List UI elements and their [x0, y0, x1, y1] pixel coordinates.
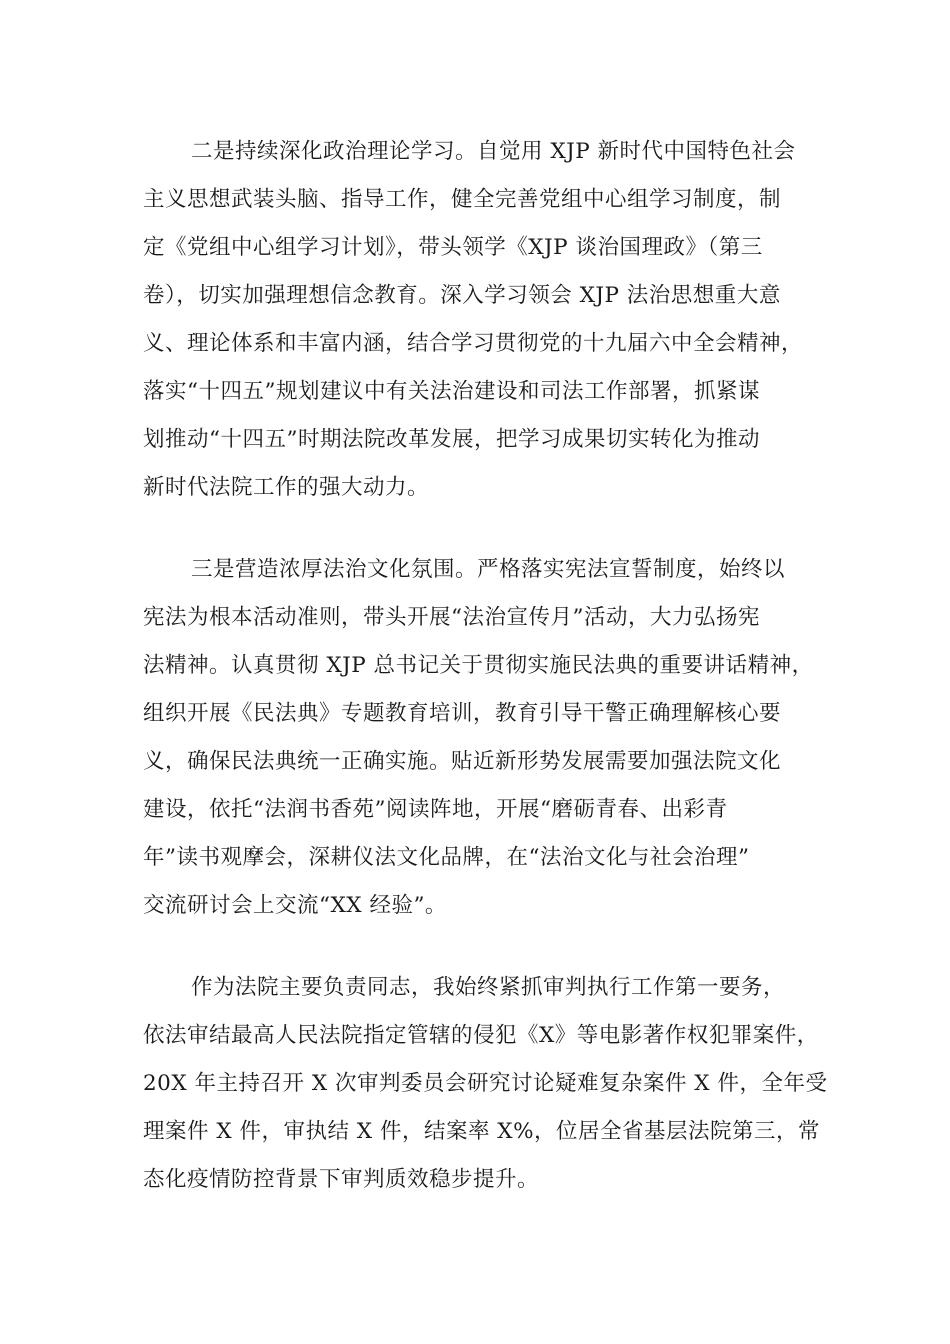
paragraph-line: 交流研讨会上交流“XX 经验”。 [143, 893, 447, 918]
paragraph-line: 新时代法院工作的强大动力。 [143, 475, 430, 500]
paragraph-line: 二是持续深化政治理论学习。自觉用 XJP 新时代中国特色社会 [191, 139, 796, 164]
paragraph-line: 依法审结最高人民法院指定管辖的侵犯《X》等电影著作权犯罪案件， [143, 1023, 819, 1048]
paragraph-line: 法精神。认真贯彻 XJP 总书记关于贯彻实施民法典的重要讲话精神， [143, 653, 814, 678]
paragraph-line: 理案件 X 件，审执结 X 件，结案率 X%，位居全省基层法院第三，常 [143, 1119, 821, 1144]
paragraph-line: 定《党组中心组学习计划》，带头领学《XJP 谈治国理政》（第三 [143, 235, 763, 260]
paragraph-line: 组织开展《民法典》专题教育培训，教育引导干警正确理解核心要 [143, 701, 782, 726]
paragraph-line: 义，确保民法典统一正确实施。贴近新形势发展需要加强法院文化 [143, 749, 782, 774]
paragraph-trial-work [143, 964, 828, 1204]
paragraph-line: 作为法院主要负责同志，我始终紧抓审判执行工作第一要务， [191, 975, 786, 1000]
paragraph-legal-culture [143, 546, 814, 930]
paragraph-line: 年”读书观摩会，深耕仪法文化品牌，在“法治文化与社会治理” [143, 845, 750, 870]
paragraph-line: 主义思想武装头脑、指导工作，健全完善党组中心组学习制度，制 [143, 187, 782, 212]
paragraph-gap [143, 930, 811, 964]
paragraph-line: 义、理论体系和丰富内涵，结合学习贯彻党的十九届六中全会精神， [143, 331, 804, 356]
paragraph-political-theory [143, 128, 811, 512]
paragraph-gap [143, 512, 811, 546]
paragraph-line: 落实“十四五”规划建议中有关法治建设和司法工作部署，抓紧谋 [143, 379, 760, 404]
paragraph-line: 三是营造浓厚法治文化氛围。严格落实宪法宣誓制度，始终以 [191, 557, 786, 582]
paragraph-line: 卷），切实加强理想信念教育。深入学习领会 XJP 法治思想重大意 [143, 283, 781, 308]
paragraph-line: 态化疫情防控背景下审判质效稳步提升。 [143, 1167, 540, 1192]
paragraph-line: 建设，依托“法润书香苑”阅读阵地，开展“磨砺青春、出彩青 [143, 797, 728, 822]
paragraph-line: 宪法为根本活动准则，带头开展“法治宣传月”活动，大力弘扬宪 [143, 605, 760, 630]
paragraph-line: 划推动“十四五”时期法院改革发展，把学习成果切实转化为推动 [143, 427, 760, 452]
document-body [143, 128, 828, 1204]
paragraph-line: 20X 年主持召开 X 次审判委员会研究讨论疑难复杂案件 X 件，全年受 [143, 1071, 828, 1096]
